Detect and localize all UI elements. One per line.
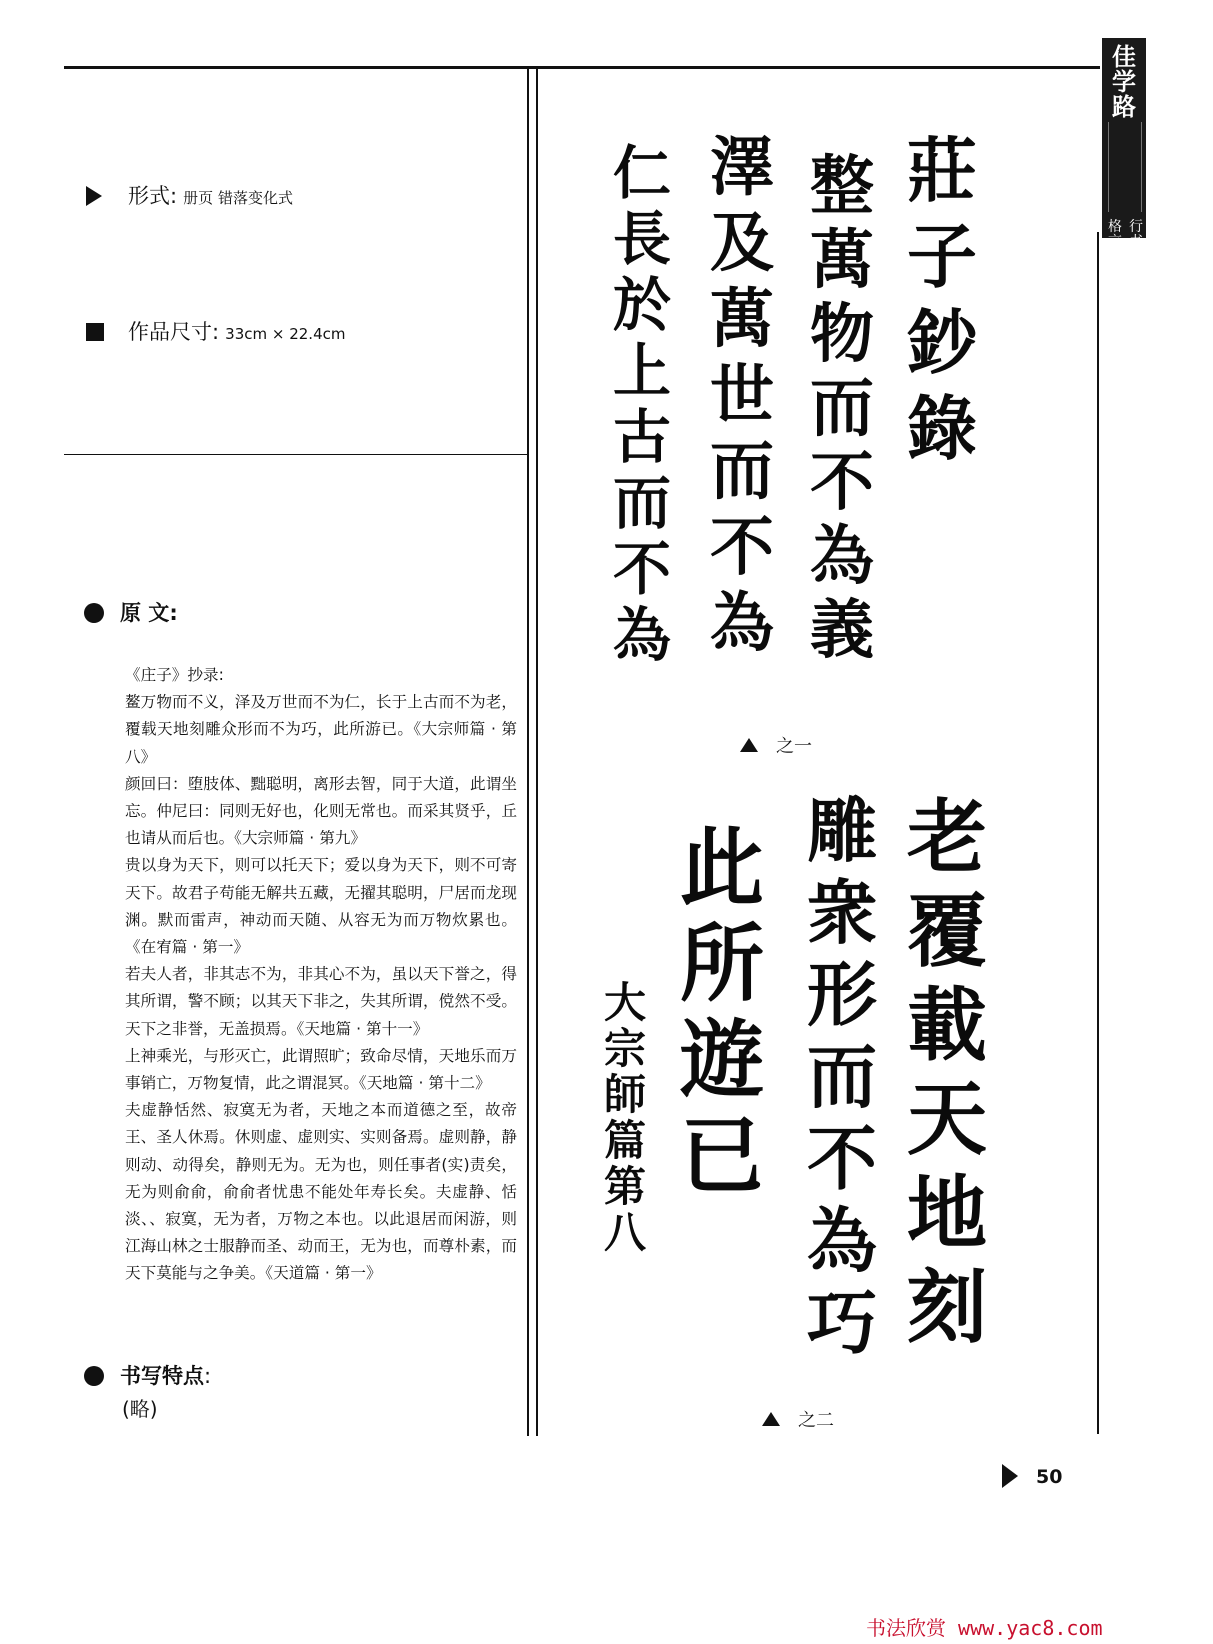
right-rule bbox=[1097, 232, 1099, 1434]
form-label: 形式 bbox=[128, 184, 171, 208]
circle-bullet-icon bbox=[84, 1366, 104, 1386]
features-text: (略) bbox=[122, 1397, 158, 1421]
circle-bullet-icon bbox=[84, 603, 104, 623]
tab-decoration bbox=[1108, 122, 1142, 212]
calligraphy-column: 雕衆形而不為巧 bbox=[807, 789, 877, 1364]
caption-one: 之一 bbox=[740, 732, 812, 758]
form-value: 册页 错落变化式 bbox=[183, 189, 293, 207]
top-rule bbox=[64, 66, 1100, 69]
size-value: 33cm × 22.4cm bbox=[225, 325, 346, 343]
square-bullet-icon bbox=[86, 323, 104, 341]
series-style: 行书 bbox=[1129, 219, 1143, 250]
triangle-bullet-icon bbox=[86, 186, 102, 206]
calligraphy-column: 仁長於上古而不為 bbox=[612, 139, 671, 669]
calligraphy-signature: 大宗師篇第八 bbox=[603, 978, 646, 1257]
triangle-up-icon bbox=[762, 1412, 780, 1426]
size-label: 作品尺寸 bbox=[128, 320, 213, 344]
calligraphy-column: 整萬物而不為義 bbox=[810, 149, 874, 668]
series-brand: 佳学路 bbox=[1112, 42, 1136, 121]
calligraphy-column: 此所遊已 bbox=[680, 818, 765, 1205]
original-heading: 原 文: bbox=[84, 597, 178, 627]
calligraphy-column: 莊子鈔錄 bbox=[907, 129, 977, 470]
paragraph: 上神乘光，与形灭亡，此谓照旷；致命尽情，天地乐而万事销亡，万物复情，此之谓混冥。《天地篇 · 第十二》 bbox=[125, 1046, 517, 1093]
series-tab bbox=[1102, 38, 1146, 250]
column-divider bbox=[527, 66, 529, 1436]
page-number: 50 bbox=[1002, 1464, 1062, 1488]
original-text bbox=[125, 662, 517, 1288]
form-row: 形式: 册页 错落变化式 bbox=[86, 180, 293, 210]
paragraph: 夫虚静恬然、寂寞无为者，天地之本而道德之至，故帝王、圣人休焉。休则虚、虚则实、实则备焉。虚则静，静则动、动得矣，静则无为。无为也，则任事者(实)责矣，无为则俞俞，俞俞者忧患不能处年寿长矣。夫虚静、恬淡、、寂寞，无为者，万物之本也。以此退居而闲游，则江海山林之士服静而圣、动而王，无为也，而尊朴素，而天下莫能与之争美。《天道篇 · 第一》 bbox=[125, 1101, 517, 1283]
triangle-bullet-icon bbox=[1002, 1464, 1018, 1488]
calligraphy-column: 老覆載天地刻 bbox=[907, 790, 987, 1354]
paragraph: 贵以身为天下，则可以托天下；爱以身为天下，则不可寄天下。故君子苟能无解共五藏，无擢其聪明，尸居而龙现渊。默而雷声，神动而天随、从容无为而万物炊累也。《在宥篇 · 第一》 bbox=[125, 856, 517, 957]
triangle-up-icon bbox=[740, 738, 758, 752]
paragraph: 颜回曰：堕肢体、黜聪明，离形去智，同于大道，此谓坐忘。仲尼曰：同则无好也，化则无常也。而采其贤乎，丘也请从而后也。《大宗师篇 · 第九》 bbox=[125, 774, 517, 848]
watermark: 书法欣赏 www.yac8.com bbox=[866, 1616, 1103, 1640]
features-heading: 书写特点: bbox=[84, 1360, 211, 1390]
paragraph: 若夫人者，非其志不为，非其心不为，虽以天下誉之，得其所谓，警不顾；以其天下非之，失其所谓，傥然不受。天下之非誉，无盖损焉。《天地篇 · 第十一》 bbox=[125, 965, 517, 1038]
paragraph: 《庄子》抄录: bbox=[125, 666, 224, 684]
meta-divider bbox=[64, 454, 528, 455]
column-divider-inner bbox=[536, 66, 538, 1436]
paragraph: 鳌万物而不义，泽及万世而不为仁，长于上古而不为老，覆载天地刻雕众形而不为巧，此所游已。《大宗师篇 · 第八》 bbox=[125, 693, 517, 766]
caption-two: 之二 bbox=[762, 1406, 834, 1432]
size-row: 作品尺寸: 33cm × 22.4cm bbox=[86, 316, 345, 346]
calligraphy-column: 澤及萬世而不為 bbox=[710, 130, 774, 661]
series-name: 格言 bbox=[1108, 219, 1122, 250]
